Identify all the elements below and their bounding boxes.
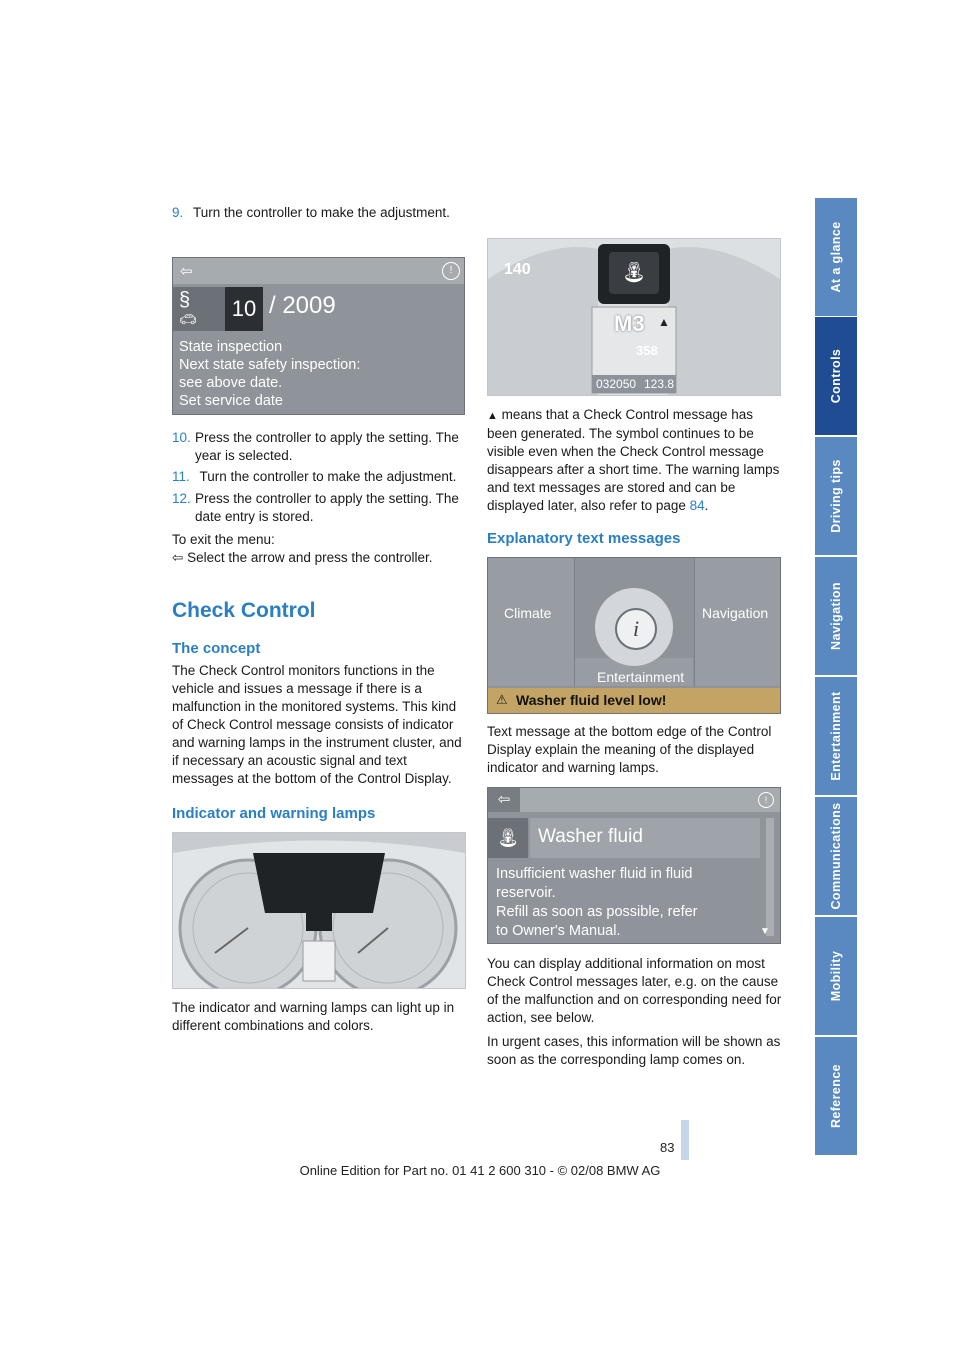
chapter-tab-label: At a glance [829,221,843,293]
menu-left-panel [488,558,575,686]
more-info-paragraph: You can display additional information on most Check Control messages later, e.g. on the cause of the malfunction and on corresponding need for action, see below. [487,956,782,1025]
step-text: Turn the controller to make the adjustment. [193,205,450,220]
chapter-tab-label: Mobility [829,950,843,1002]
chapter-tab[interactable] [815,1037,857,1155]
screen1-line-1: State inspection [179,339,283,355]
chapter-tab[interactable] [815,797,857,915]
month-field: 10 [225,287,263,331]
chapter-tab-label: Controls [829,348,843,404]
odometer-value: 032050 [596,377,637,391]
means-paragraph: ▲ means that a Check Control message has been generated. The symbol continues to be visible even when the Check Control message disappears after a short time. The warning lamps and text messages are stored and can be displayed later, also refer to page 84. [487,407,780,513]
cluster-drawing [173,833,465,988]
heading-concept: The concept [172,640,261,657]
range-value: 358 [636,343,658,358]
back-arrow-icon: ⇦ [172,550,184,565]
chapter-tab-label: Driving tips [829,459,843,533]
menu-navigation: Navigation [702,605,769,621]
washer-symbol-icon: ⛲︎ [609,252,659,294]
speed-number: 140 [504,261,531,278]
washer-fluid-screen [487,787,781,944]
step-11 [172,468,472,486]
info-icon: ! [442,262,460,280]
paragraph-icon: § [179,289,191,311]
back-arrow-icon: ⇦ [488,788,520,812]
screen-header [488,788,780,812]
exit-intro: To exit the menu: [172,532,275,547]
menu-right-panel [694,558,781,686]
warning-message: Washer fluid level low! [516,692,667,708]
step-number: 11. [172,469,190,484]
chapter-tab-label: Entertainment [829,691,843,781]
info-icon: ! [758,792,774,808]
exit-text: Select the arrow and press the controller. [187,550,433,565]
chapter-tab-label: Communications [829,802,843,910]
warning-bar [488,688,780,713]
chapter-tab[interactable] [815,198,857,316]
cluster-closeup-image [487,238,781,396]
footer-text: Online Edition for Part no. 01 41 2 600 310 - © 02/08 BMW AG [299,1163,661,1178]
page-link[interactable]: 84 [689,498,705,513]
step-text: Turn the controller to make the adjustment. [199,469,457,484]
scrollbar[interactable] [766,818,774,936]
washer-line-2: reservoir. [496,885,556,901]
screen1-line-3: see above date. [179,375,283,391]
chapter-tab[interactable] [815,317,857,435]
washer-line-3: Refill as soon as possible, refer [496,904,698,920]
washer-symbol-icon: ⛲︎ [488,818,528,858]
model-label: M3 [614,311,645,336]
instrument-cluster-image [172,832,466,989]
chapter-tab[interactable] [815,677,857,795]
page-bar [681,1120,689,1160]
heading-check-control: Check Control [172,599,316,622]
service-date-screen [172,257,465,415]
step-text: Press the controller to apply the setting. The date entry is stored. [195,491,459,524]
chapter-tab-label: Reference [829,1063,843,1129]
screen-header [173,258,464,284]
exit-line [172,549,432,567]
menu-entertainment: Entertainment [597,669,685,685]
trip-value: 123.8 [644,377,675,391]
concept-paragraph: The Check Control monitors functions in the vehicle and issues a message if there is a malfunction in the monitored systems. This kind of Check Control message consists of indicator and warning lamps in the instrument cluster, and if necessary an acoustic signal and text messages at the bottom of the Control Display. [172,663,462,786]
heading-lamps: Indicator and warning lamps [172,805,376,822]
means-text: means that a Check Control message has been generated. The symbol continues to be visible even when the Check Control message disappears after a short time. The warning lamps and text messages are stored and can be displayed later, also refer to page [487,407,780,513]
back-arrow-icon: ⇦ [180,263,193,280]
control-display-menu [487,557,781,714]
step-number: 9. [172,205,184,220]
page-number: 83 [660,1140,675,1155]
chapter-tab[interactable] [815,557,857,675]
step-number: 10. [172,430,191,445]
step-10 [172,429,472,463]
step-9 [172,204,472,222]
scroll-down-icon: ▼ [760,926,770,937]
washer-line-1: Insufficient washer fluid in fluid [496,866,693,882]
lamps-paragraph: The indicator and warning lamps can light up in different combinations and colors. [172,1000,455,1033]
urgent-paragraph: In urgent cases, this information will be shown as soon as the corresponding lamp comes on. [487,1034,781,1067]
screen1-line-2: Next state safety inspection: [179,357,361,373]
warning-triangle-icon: ▲ [487,410,498,422]
step-number: 12. [172,491,191,506]
washer-line-4: to Owner's Manual. [496,923,621,939]
chapter-tab[interactable] [815,437,857,555]
step-text: Press the controller to apply the setting. The year is selected. [195,430,459,463]
heading-explanatory: Explanatory text messages [487,530,681,547]
washer-title: Washer fluid [538,826,643,847]
chapter-tab[interactable] [815,917,857,1035]
inspection-icon-box [173,287,225,331]
chapter-tab-label: Navigation [829,582,843,650]
warning-triangle-icon: ▲ [658,315,670,329]
text-message-paragraph: Text message at the bottom edge of the Control Display explain the meaning of the displayed indicator and warning lamps. [487,724,772,775]
car-icon: 🚗︎ [179,311,197,327]
screen1-line-4: Set service date [179,393,283,409]
menu-climate: Climate [504,605,552,621]
step-12 [172,490,472,524]
warning-triangle-icon: ⚠ [496,692,508,707]
info-center-icon: i [615,608,657,650]
year-field: / 2009 [269,292,336,319]
